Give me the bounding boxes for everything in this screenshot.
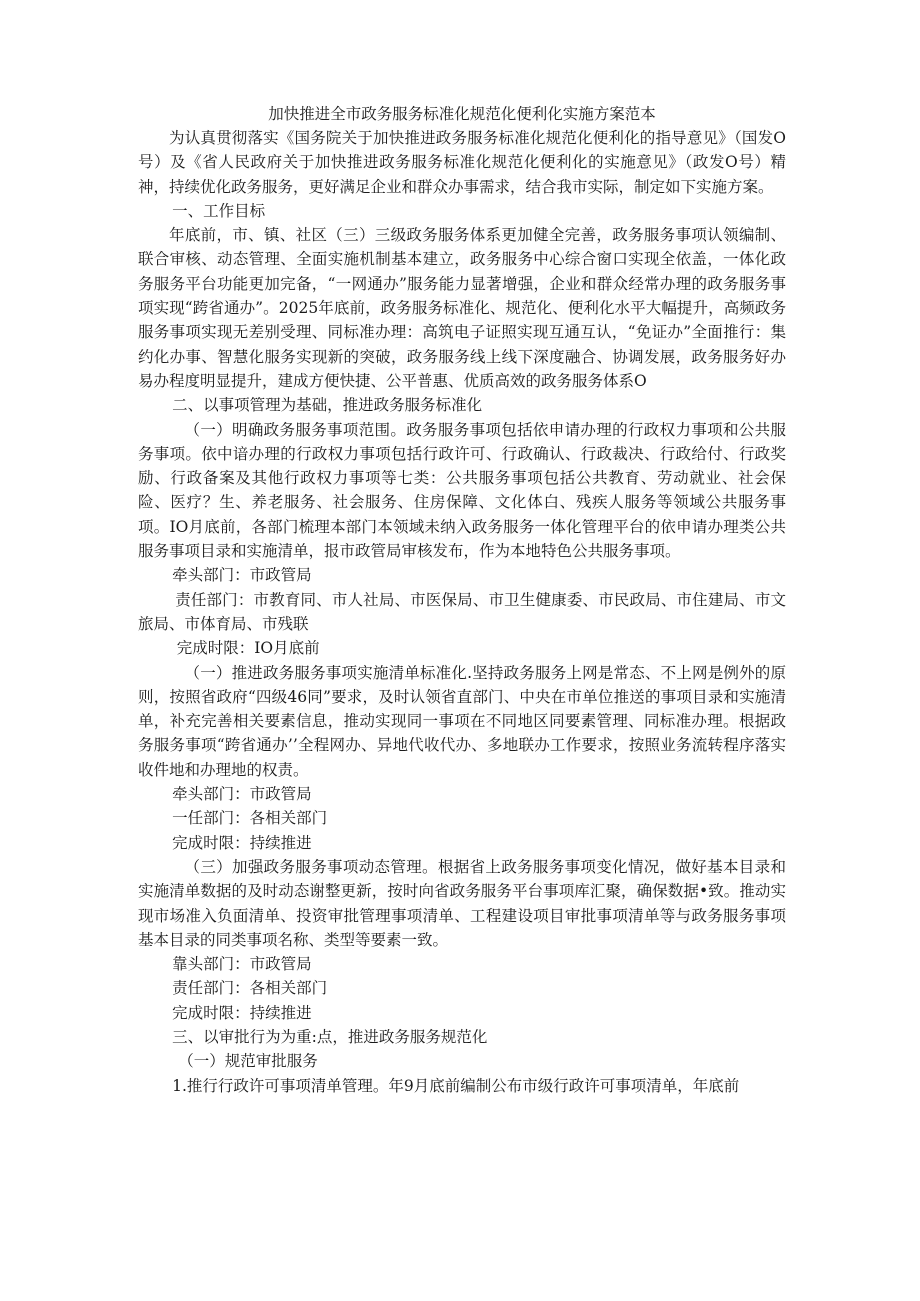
document-title: 加快推进全市政务服务标准化规范化便利化实施方案范本 bbox=[268, 105, 656, 123]
s2-item2-resp: 一任部门：各相关部门 bbox=[172, 809, 328, 828]
s2-item3-paragraph: （三）加强政务服务事项动态管理。根据省上政务服务事项变化情况，做好基本目录和实施清单数据的及时动态谢整更新，按时向省政务服务平台事项库汇聚，确保数据•致。推动实现市场准入负面清单、投资审批管理事项清单、工程建设项目审批事项清单等与政务服务事项基本目录的同类事项名称、类型等要素一致。 bbox=[138, 857, 786, 949]
s2-item2-paragraph: （一）推进政务服务事项实施清单标准化.坚持政务服务上网是常态、不上网是例外的原则，按照省政府“四级46同”要求，及时认领省直部门、中央在市单位推送的事项目录和实施清单，补充完善相关要素信息，推动实现同一事项在不同地区同要素管理、同标准办理。根据政务服务事项“跨省通办’’全程网办、异地代收代办、多地联办工作要求，按照业务流转程序落实收件地和办理地的权责。 bbox=[138, 663, 786, 779]
s2-item2-deadline: 完成时限：持续推进 bbox=[172, 833, 312, 852]
s2-item3-resp: 责任部门：各相关部门 bbox=[172, 979, 328, 998]
s2-item2-lead: 牵头部门：市政管局 bbox=[172, 785, 312, 804]
section1-heading: 一、工作目标 bbox=[172, 201, 266, 220]
s2-item1-deadline: 完成时限：IO月底前 bbox=[176, 639, 320, 658]
s3-item1-paragraph: 1.推行行政许可事项清单管理。年9月底前编制公布市级行政许可事项清单，年底前 bbox=[172, 1076, 740, 1095]
s2-item3-lead: 靠头部门：市政管局 bbox=[172, 955, 312, 974]
section3-heading: 三、以审批行为为重:点，推进政务服务规范化 bbox=[172, 1027, 488, 1046]
s2-item1-resp: 责任部门：市教育同、市人社局、市医保局、市卫生健康委、市民政局、市住建局、市文旅局、市体育局、市残联 bbox=[138, 590, 786, 633]
s2-item1-paragraph: （一）明确政务服务事项范围。政务服务事项包括依申请办理的行政权力事项和公共服务事项。依中谙办理的行政权力事项包括行政许可、行政确认、行政裁决、行政给付、行政奖励、行政备案及其他行政权力事项等七类：公共服务事项包括公共教育、劳动就业、社会保险、医疗？生、养老服务、社会服务、住房保障、文化体白、残疾人服务等领域公共服务事项。IO月底前，各部门梳理本部门本领域未纳入政务服务一体化管理平台的依申请办理类公共服务事项目录和实施清单，报市政管局审核发布，作为本地特色公共服务事项。 bbox=[138, 420, 786, 561]
section1-body: 年底前，市、镇、社区（三）三级政务服务体系更加健全完善，政务服务事项认领编制、联合审核、动态管理、全面实施机制基本建立，政务服务中心综合窗口实现全依盖，一体化政务服务平台功能更加完备，“一网通办”服务能力显著增强，企业和群众经常办理的政务服务事项实现“跨省通办”。2025年底前，政务服务标准化、规范化、便利化水平大幅提升，高频政务服务事项实现无差别受理、同标准办理：高筑电子证照实现互通互认，“免证办”全面推行：集约化办事、智慧化服务实现新的突破，政务服务线上线下深度融合、协调发展，政务服务好办易办程度明显提升，建成方便快捷、公平普惠、优质高效的政务服务体系O bbox=[138, 226, 786, 390]
s2-item1-lead: 牵头部门：市政管局 bbox=[172, 566, 312, 585]
s3-item1-heading: （一）规范审批服务 bbox=[178, 1052, 318, 1071]
document-page bbox=[138, 102, 786, 1098]
intro-paragraph: 为认真贯彻落实《国务院关于加快推进政务服务标准化规范化便利化的指导意见》（国发O号）及《省人民政府关于加快推进政务服务标准化规范化便利化的实施意见》（政发O号）精神，持续优化政务服务，更好满足企业和群众办事需求，结合我市实际，制定如下实施方案。 bbox=[138, 129, 786, 196]
section2-heading: 二、以事项管理为基础，推进政务服务标准化 bbox=[172, 396, 483, 415]
s2-item3-deadline: 完成时限：持续推进 bbox=[172, 1003, 312, 1022]
